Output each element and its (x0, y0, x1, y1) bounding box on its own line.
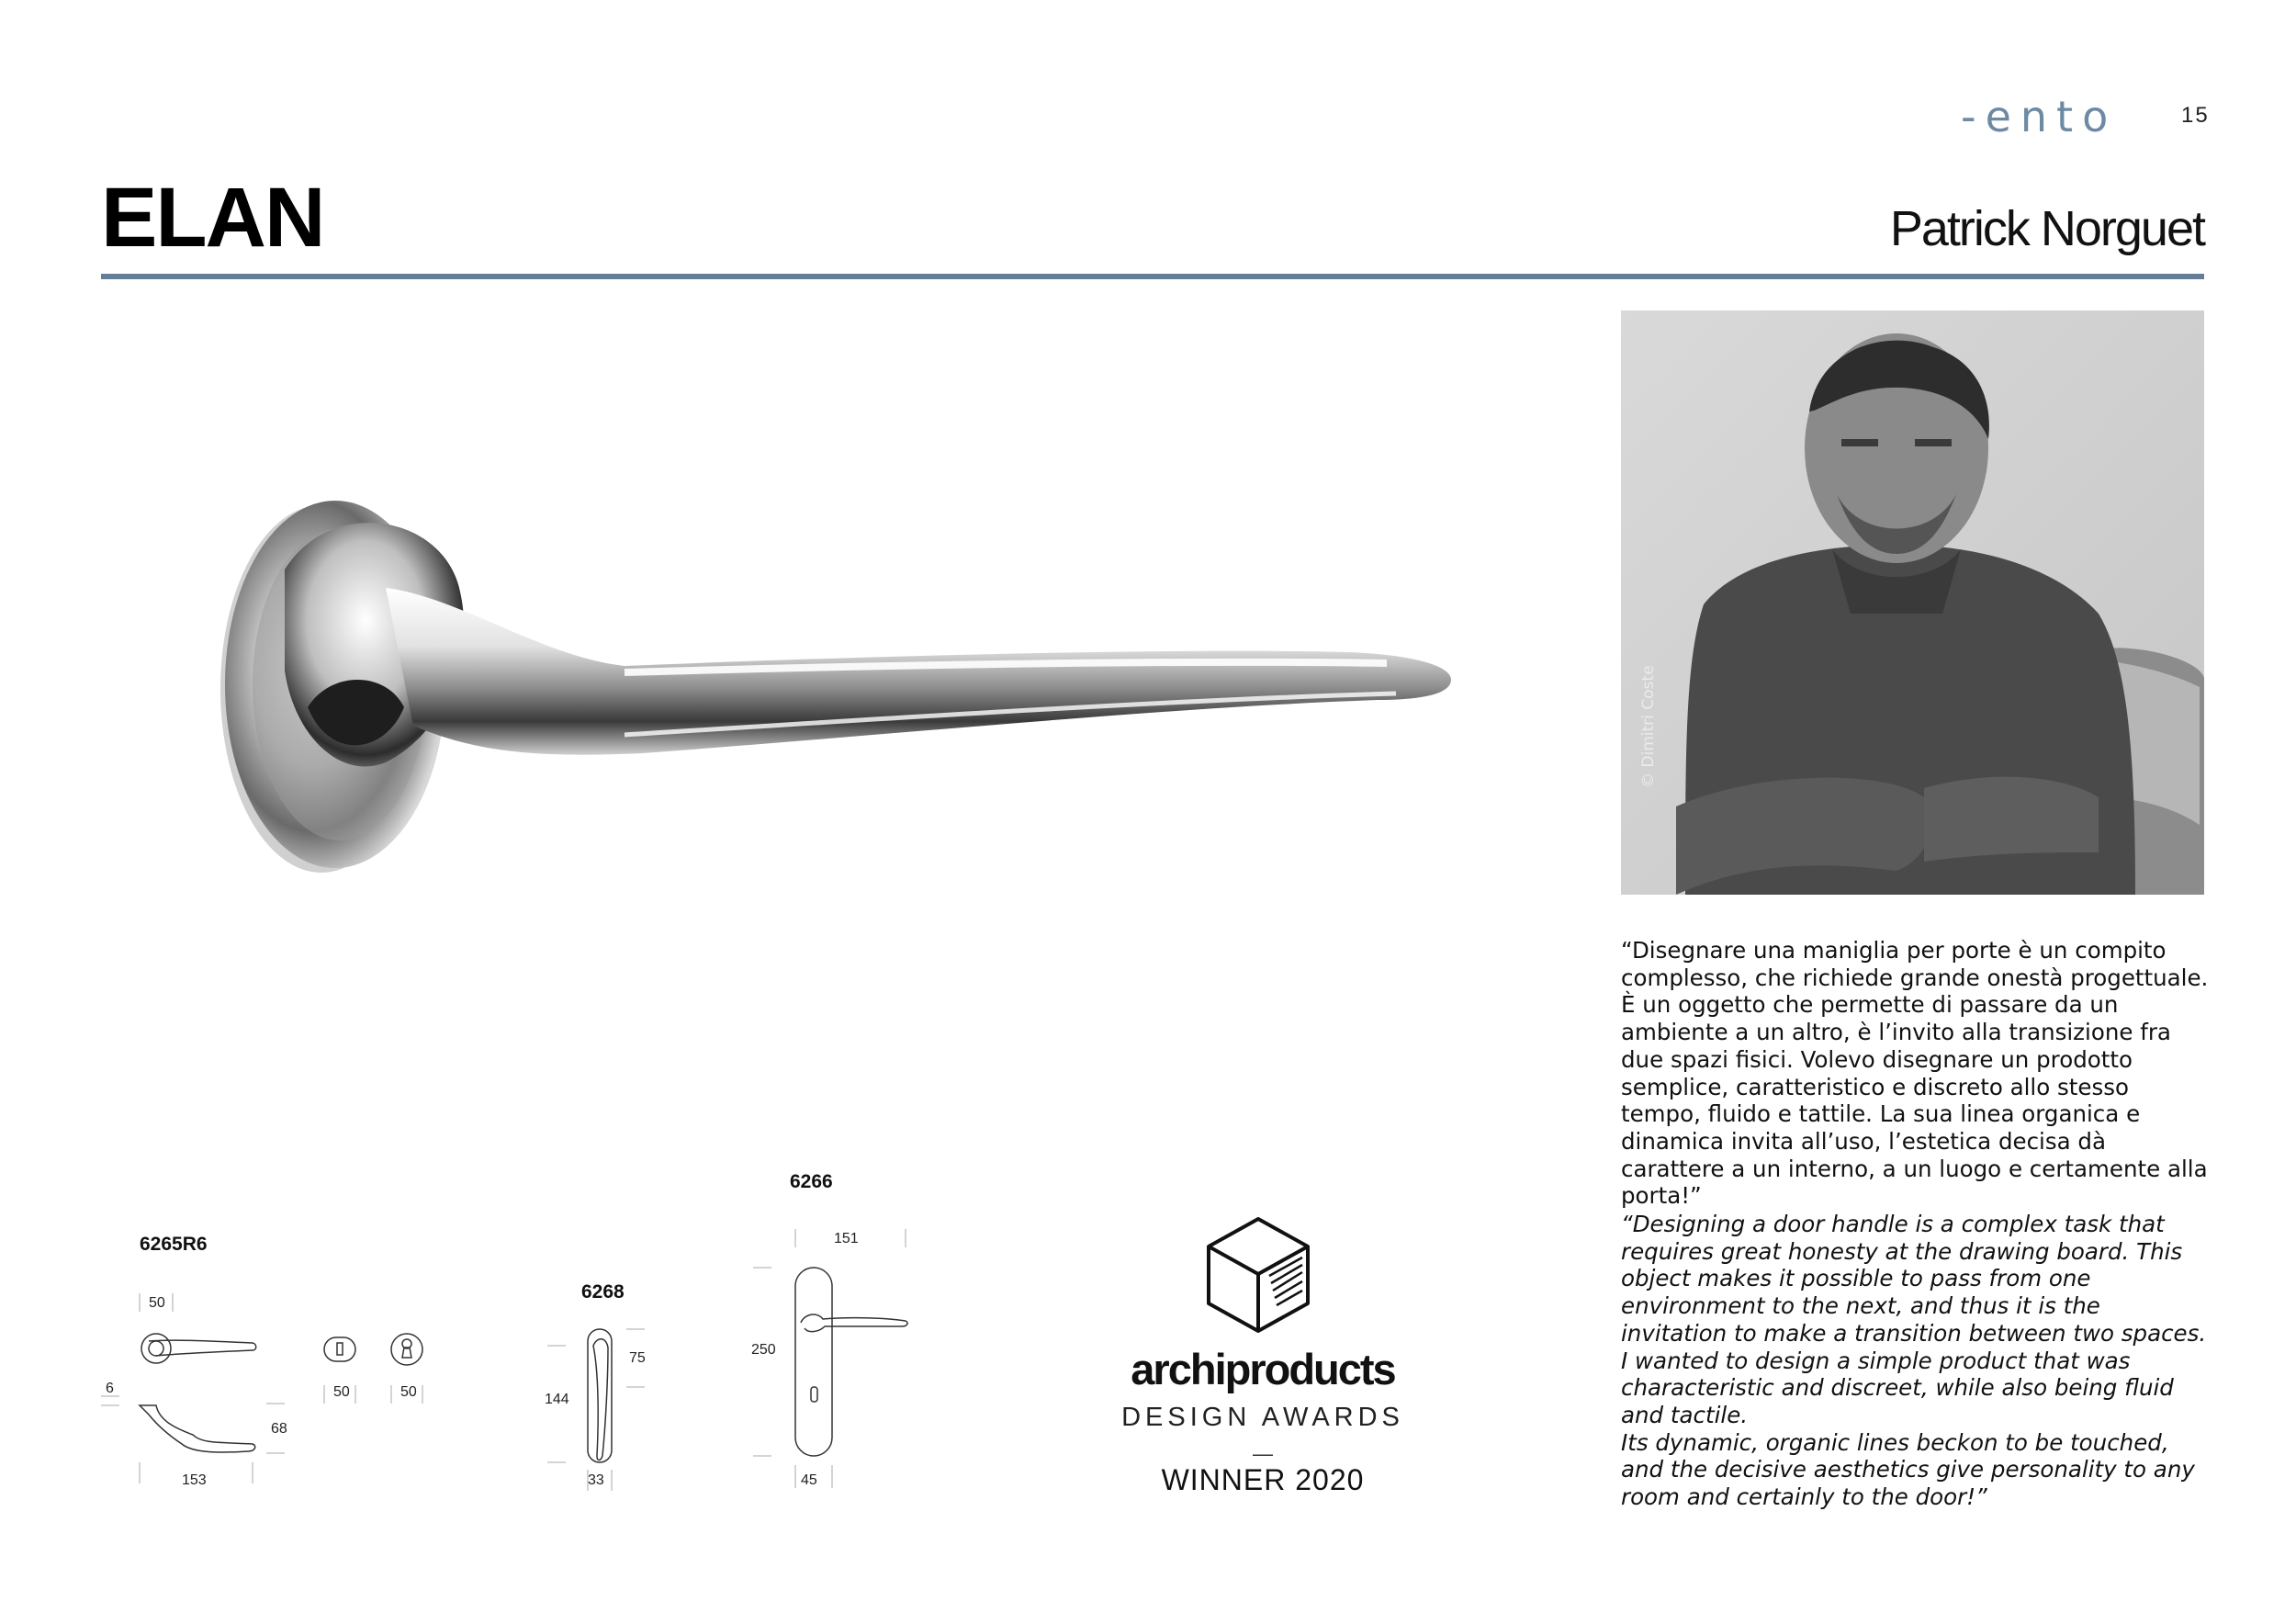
brand-logo: -ento (1961, 92, 2118, 141)
dim-6266-height: 250 (751, 1342, 776, 1358)
archiproducts-cube-icon (1203, 1215, 1313, 1335)
page-number: 15 (2181, 103, 2210, 128)
model-code-6268: 6268 (581, 1281, 625, 1303)
dim-6265-rose: 50 (149, 1295, 165, 1311)
drawing-6265 (101, 1286, 441, 1497)
dim-6266-length: 151 (834, 1231, 859, 1246)
quote-english-part1: “Designing a door handle is a complex task that requires great honesty at the drawing board. This object makes it possible to pass from one environment to the next, and thus it is the invitation to make a transition between two spaces. I wanted to design a simple product that was characteristic and discreet, while also being fluid and tactile. (1621, 1211, 2207, 1428)
dim-6268-upper: 75 (629, 1350, 646, 1366)
dim-6265-height: 68 (271, 1421, 287, 1437)
dim-6265-length: 153 (182, 1472, 207, 1488)
dim-6266-width: 45 (801, 1472, 817, 1488)
quote-english-part2: Its dynamic, organic lines beckon to be touched, and the decisive aesthetics give personality to any room and certainly to the door!” (1621, 1428, 2195, 1511)
header-divider (101, 274, 2204, 279)
dim-6268-width: 33 (588, 1472, 604, 1488)
model-code-6266: 6266 (790, 1171, 833, 1192)
dim-6265-cylinder-escutcheon: 50 (400, 1384, 417, 1400)
model-code-6265: 6265R6 (140, 1234, 208, 1255)
designer-name: Patrick Norguet (1889, 201, 2204, 256)
dim-6265-key-escutcheon: 50 (333, 1384, 350, 1400)
quote-italian: “Disegnare una maniglia per porte è un compito complesso, che richiede grande onestà progettuale. È un oggetto che permette di passare da un ambiente a un altro, è l’invito alla transizione fra due spazi fisici. Volevo disegnare un prodotto semplice, caratteristico e discreto allo stesso tempo, fluido e tattile. La sua linea organica e dinamica invita all’uso, l’estetica decisa dà carattere a un interno, a un luogo e certamente alla porta!” (1621, 937, 2209, 1210)
dim-6265-thickness: 6 (106, 1381, 114, 1396)
award-brand: archiproducts (1131, 1345, 1395, 1393)
dim-6268-total: 144 (545, 1392, 569, 1407)
designer-portrait (1621, 310, 2204, 895)
photo-credit: © Dimitri Coste (1639, 665, 1658, 788)
award-dash: — (1253, 1442, 1273, 1465)
drawing-6266 (744, 1222, 928, 1497)
award-subtitle: DESIGN AWARDS (1121, 1403, 1404, 1432)
award-winner: WINNER 2020 (1161, 1463, 1365, 1496)
quote-english (1621, 1211, 2209, 1511)
door-handle-image (110, 459, 1479, 919)
page-title: ELAN (101, 171, 324, 265)
